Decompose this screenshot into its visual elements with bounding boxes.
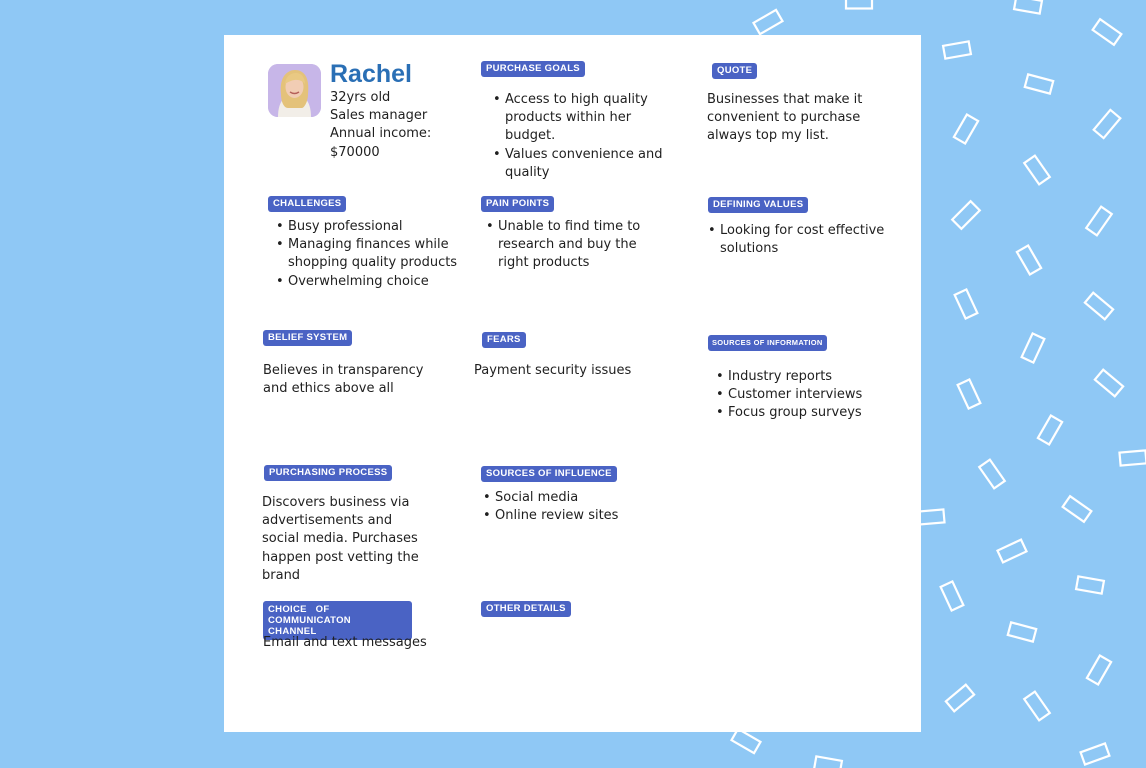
belief-system-text: Believes in transparency and ethics above all — [263, 363, 424, 397]
confetti-shape — [979, 460, 1005, 489]
confetti-shape — [753, 10, 782, 34]
challenges-list — [264, 218, 466, 291]
person-photo-icon — [268, 64, 321, 117]
purchase-goals-badge: PURCHASE GOALS — [481, 61, 585, 77]
list-item: • Access to high quality products within her budget. — [493, 91, 663, 146]
fears-text: Payment security issues — [474, 363, 632, 378]
confetti-shape — [1014, 0, 1042, 14]
confetti-shape — [1076, 576, 1104, 593]
confetti-shape — [941, 581, 964, 610]
defining-values-badge: DEFINING VALUES — [708, 197, 808, 213]
confetti-shape — [1119, 450, 1146, 465]
confetti-shape — [917, 509, 944, 524]
confetti-shape — [1008, 622, 1036, 641]
confetti-shape — [814, 756, 842, 768]
pain-points-list — [474, 218, 646, 273]
pain-points-badge: PAIN POINTS — [481, 196, 554, 212]
purchase-goals-list — [481, 91, 663, 182]
confetti-shape — [1025, 74, 1053, 93]
confetti-shape — [731, 729, 760, 753]
list-item: • Values convenience and quality — [493, 146, 663, 182]
profile-age: 32yrs old — [330, 90, 391, 105]
confetti-shape — [1017, 245, 1041, 274]
fears-badge: FEARS — [482, 332, 526, 348]
quote-badge: QUOTE — [712, 63, 757, 79]
confetti-shape — [1094, 110, 1121, 138]
confetti-shape — [1038, 415, 1062, 444]
list-item: • Busy professional — [276, 218, 466, 236]
list-item: • Managing finances while shopping quality products — [276, 236, 466, 272]
confetti-shape — [954, 114, 978, 143]
confetti-shape — [955, 289, 978, 318]
sources-of-influence-badge: SOURCES OF INFLUENCE — [481, 466, 617, 482]
profile-income-label: Annual income: — [330, 126, 432, 142]
confetti-shape — [1063, 496, 1092, 522]
confetti-shape — [997, 540, 1026, 563]
persona-name: Rachel — [330, 60, 412, 88]
profile-income-value: $70000 — [330, 144, 380, 160]
confetti-shape — [1086, 207, 1112, 236]
confetti-shape — [1024, 156, 1050, 185]
sources-of-information-list — [704, 368, 896, 423]
list-item: • Overwhelming choice — [276, 273, 466, 291]
other-details-badge: OTHER DETAILS — [481, 601, 571, 617]
purchasing-process-text: Discovers business via advertisements and social media. Purchases happen post vetting the brand — [262, 495, 419, 583]
communication-channel-text: Email and text messages — [263, 635, 427, 650]
defining-values-list — [696, 222, 888, 258]
list-item: • Social media — [483, 489, 663, 507]
confetti-shape — [1087, 655, 1111, 684]
list-item: • Unable to find time to research and buy the right products — [486, 218, 646, 273]
confetti-shape — [943, 41, 971, 58]
confetti-shape — [1081, 743, 1110, 764]
persona-card — [224, 35, 921, 732]
quote-text: Businesses that make it convenient to purchase always top my list. — [707, 92, 863, 144]
communication-channel-badge-line2: CHANNEL — [268, 626, 317, 637]
avatar — [268, 64, 321, 117]
list-item: • Online review sites — [483, 507, 663, 525]
confetti-shape — [1022, 333, 1045, 362]
list-item: • Looking for cost effective solutions — [708, 222, 888, 258]
challenges-badge: CHALLENGES — [268, 196, 346, 212]
purchasing-process-badge: PURCHASING PROCESS — [264, 465, 392, 481]
profile-role: Sales manager — [330, 108, 428, 124]
confetti-shape — [1093, 19, 1122, 45]
sources-of-influence-list — [471, 489, 663, 525]
confetti-shape — [1085, 293, 1113, 320]
confetti-shape — [846, 0, 872, 9]
confetti-shape — [1095, 370, 1123, 397]
list-item: • Industry reports — [716, 368, 896, 386]
confetti-shape — [1024, 692, 1050, 721]
confetti-shape — [958, 379, 981, 408]
list-item: • Customer interviews — [716, 386, 896, 404]
profile-details — [330, 89, 450, 162]
belief-system-badge: BELIEF SYSTEM — [263, 330, 352, 346]
confetti-shape — [952, 201, 980, 229]
communication-channel-badge-line1: CHOICE OF COMMUNICATON — [268, 604, 351, 626]
list-item: • Focus group surveys — [716, 404, 896, 422]
confetti-shape — [946, 685, 974, 712]
sources-of-information-badge: SOURCES OF INFORMATION — [708, 335, 827, 351]
